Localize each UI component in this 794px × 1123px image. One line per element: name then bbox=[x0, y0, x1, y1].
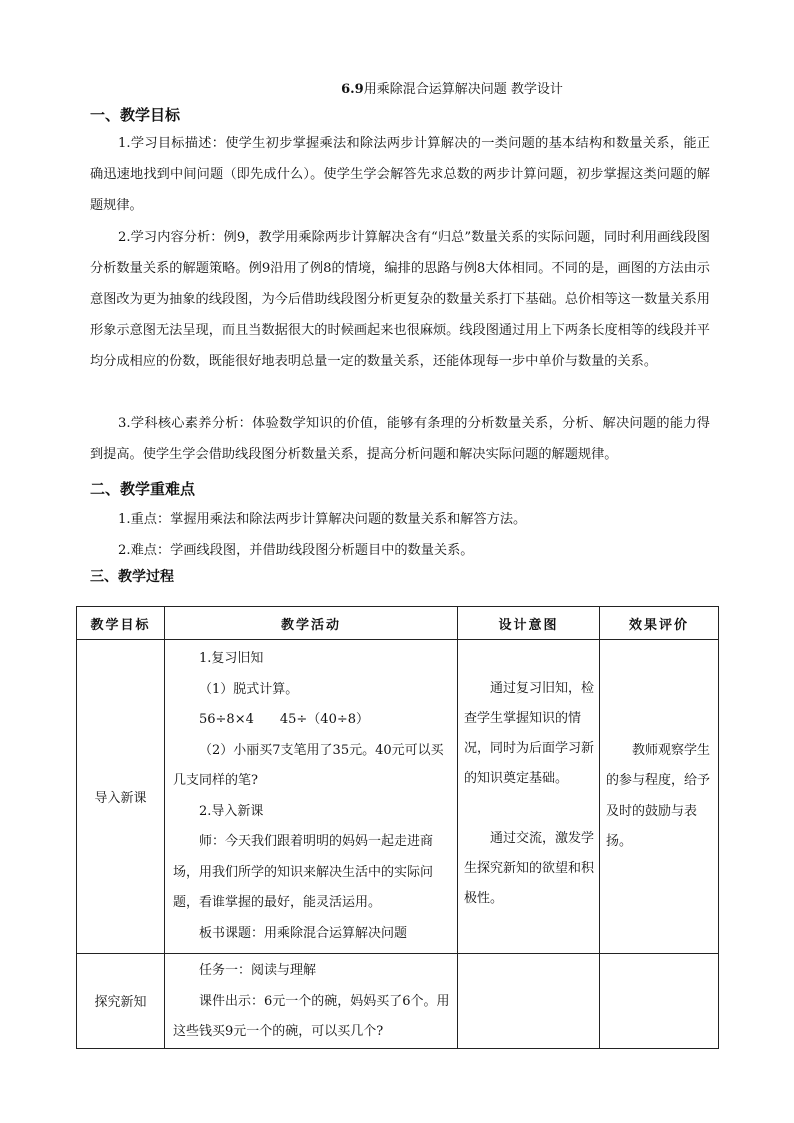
title-text: 用乘除混合运算解决问题 教学设计 bbox=[363, 82, 563, 97]
goal-cell: 导入新课 bbox=[77, 640, 165, 954]
activity-line: 板书课题：用乘除混合运算解决问题 bbox=[199, 925, 408, 941]
header-evaluation: 效果评价 bbox=[600, 607, 719, 640]
title-number: 6.9 bbox=[341, 82, 364, 97]
header-goal: 教学目标 bbox=[77, 607, 165, 640]
key-point-2: 2.难点：学画线段图，并借助线段图分析题目中的数量关系。 bbox=[118, 543, 474, 558]
goal-paragraph-2: 2.学习内容分析：例9，教学用乘除两步计算解决含有“归总”数量关系的实际问题，同时利用画线段图分析数量关系的解题策略。例9沿用了例8的情境，编排的思路与例8大体相同。不同的是，画图的方法由示意图改为更为抽象的线段图，为今后借助线段图分析更复杂的数量关系打下基础。总价相等这一数量关系用形象示意图无法呈现，而且当数据很大的时候画起来也很麻烦。线段图通过用上下两条长度相等的线段并平均分成相应的份数，既能很好地表明总量一定的数量关系，还能体现每一步中单价与数量的关系。 bbox=[90, 230, 710, 369]
key-point-1: 1.重点：掌握用乘法和除法两步计算解决问题的数量关系和解答方法。 bbox=[118, 512, 527, 527]
goal-cell: 探究新知 bbox=[77, 954, 165, 1049]
activity-line: 师：今天我们跟着明明的妈妈一起走进商场，用我们所学的知识来解决生活中的实际问题，看谁掌握的最好，能灵活运用。 bbox=[173, 834, 434, 910]
activity-line: （2）小丽买7支笔用了35元。40元可以买几支同样的笔? bbox=[173, 742, 444, 788]
evaluation-cell bbox=[600, 640, 719, 954]
header-intent: 设计意图 bbox=[458, 607, 600, 640]
activity-line: 56÷8×4 45÷（40÷8） bbox=[199, 712, 370, 727]
activity-line: 2.导入新课 bbox=[199, 803, 264, 819]
activity-cell bbox=[165, 954, 458, 1049]
document-title bbox=[0, 78, 794, 97]
table-row bbox=[77, 954, 719, 1049]
evaluation-cell bbox=[600, 954, 719, 1049]
goal-paragraph-3: 3.学科核心素养分析：体验数学知识的价值，能够有条理的分析数量关系，分析、解决问题的能力得到提高。使学生学会借助线段图分析数量关系，提高分析问题和解决实际问题的解题规律。 bbox=[90, 416, 710, 462]
activity-line: 1.复习旧知 bbox=[199, 651, 264, 666]
table-header-row bbox=[77, 607, 719, 640]
intent-cell bbox=[458, 640, 600, 954]
activity-cell bbox=[165, 640, 458, 954]
header-activity: 教学活动 bbox=[165, 607, 458, 640]
activity-line: （1）脱式计算。 bbox=[199, 681, 299, 697]
activity-line: 课件出示：6元一个的碗，妈妈买了6个。用这些钱买9元一个的碗，可以买几个? bbox=[173, 993, 450, 1039]
intent-cell bbox=[458, 954, 600, 1049]
activity-line: 任务一：阅读与理解 bbox=[199, 963, 317, 978]
teaching-process-table bbox=[76, 606, 719, 1049]
section-heading-goals: 一、教学目标 bbox=[90, 106, 181, 124]
intent-text-1: 通过复习旧知，检查学生掌握知识的情况，同时为后面学习新的知识奠定基础。 bbox=[464, 681, 595, 786]
table-row bbox=[77, 640, 719, 954]
goal-paragraph-1: 1.学习目标描述：使学生初步掌握乘法和除法两步计算解决的一类问题的基本结构和数量关系，能正确迅速地找到中间问题（即先成什么）。使学生学会解答先求总数的两步计算问题，初步掌握这类问题的解题规律。 bbox=[90, 136, 710, 213]
section-heading-key-points: 二、教学重难点 bbox=[90, 480, 196, 498]
evaluation-text: 教师观察学生的参与程度，给予及时的鼓励与表扬。 bbox=[606, 742, 711, 849]
section-heading-process: 三、教学过程 bbox=[90, 569, 174, 585]
intent-text-2: 通过交流，激发学生探究新知的欲望和积极性。 bbox=[464, 831, 595, 906]
